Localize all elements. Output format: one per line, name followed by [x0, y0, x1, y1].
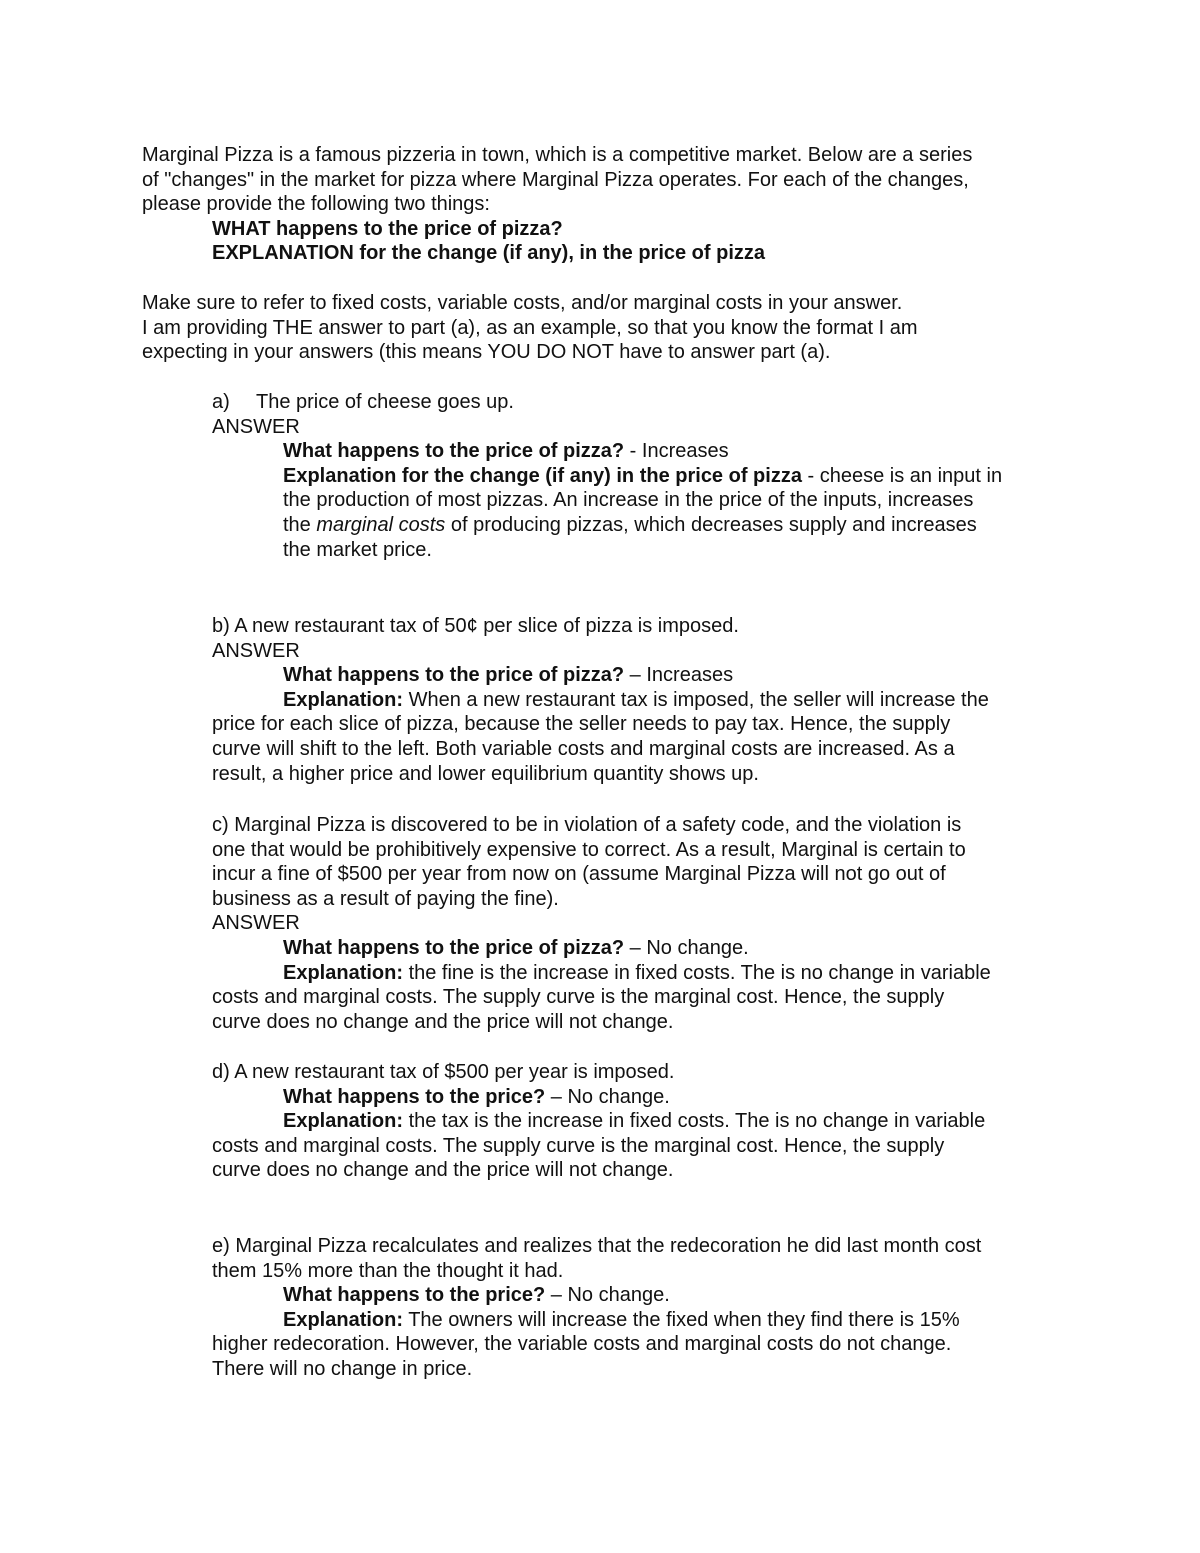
part-c-explanation: Explanation: the fine is the increase in fixed costs. The is no change in variable: [283, 961, 991, 984]
part-e: [142, 1234, 1072, 1382]
part-a: [142, 390, 1072, 562]
intro-line: of "changes" in the market for pizza where Marginal Pizza operates. For each of the changes,: [142, 168, 969, 191]
part-b-question: b) A new restaurant tax of 50¢ per slice of pizza is imposed.: [212, 615, 739, 637]
part-e-what: What happens to the price? – No change.: [283, 1284, 670, 1307]
instruction-line: I am providing THE answer to part (a), as an example, so that you know the format I am: [142, 316, 918, 339]
part-b-explanation-line: result, a higher price and lower equilibrium quantity shows up.: [212, 762, 759, 785]
part-a-answer-label: ANSWER: [212, 415, 300, 438]
part-a-what: What happens to the price of pizza? - Increases: [283, 440, 729, 463]
part-d-explanation: Explanation: the tax is the increase in fixed costs. The is no change in variable: [283, 1110, 986, 1133]
part-d-explanation-line: costs and marginal costs. The supply curve is the marginal cost. Hence, the supply: [212, 1134, 945, 1157]
part-a-explanation: Explanation for the change (if any) in the price of pizza - cheese is an input in: [283, 464, 1003, 487]
part-b-answer-label: ANSWER: [212, 639, 300, 662]
part-c-what: What happens to the price of pizza? – No change.: [283, 936, 749, 959]
part-c-question-line: business as a result of paying the fine).: [212, 887, 559, 910]
part-b-explanation: Explanation: When a new restaurant tax is imposed, the seller will increase the: [283, 688, 989, 711]
part-b: [142, 614, 1072, 786]
part-d-what: What happens to the price? – No change.: [283, 1085, 670, 1108]
instructions-paragraph: [142, 291, 1072, 365]
part-e-explanation-line: There will no change in price.: [212, 1357, 473, 1380]
instruction-line: expecting in your answers (this means YOU DO NOT have to answer part (a).: [142, 341, 831, 364]
intro-paragraph: [142, 143, 1072, 266]
part-d-question: d) A new restaurant tax of $500 per year is imposed.: [212, 1061, 675, 1083]
part-b-explanation-line: price for each slice of pizza, because the seller needs to pay tax. Hence, the supply: [212, 713, 951, 736]
intro-line: please provide the following two things:: [142, 193, 490, 216]
part-a-explanation-line: the market price.: [283, 538, 432, 561]
part-b-what: What happens to the price of pizza? – Increases: [283, 664, 734, 687]
part-d-explanation-line: curve does no change and the price will not change.: [212, 1159, 674, 1182]
instruction-line: Make sure to refer to fixed costs, variable costs, and/or marginal costs in your answer.: [142, 292, 903, 314]
part-c-answer-label: ANSWER: [212, 912, 300, 935]
explanation-heading: EXPLANATION for the change (if any), in the price of pizza: [212, 242, 766, 265]
part-a-explanation-line: the production of most pizzas. An increase in the price of the inputs, increases: [283, 489, 974, 512]
part-c-question-line: incur a fine of $500 per year from now on (assume Marginal Pizza will not go out of: [212, 863, 946, 886]
part-b-explanation-line: curve will shift to the left. Both variable costs and marginal costs are increased. As a: [212, 737, 955, 760]
part-c-question-line: c) Marginal Pizza is discovered to be in violation of a safety code, and the violation is: [212, 814, 962, 836]
part-e-question-line: e) Marginal Pizza recalculates and realizes that the redecoration he did last month cost: [212, 1235, 982, 1257]
part-c-question-line: one that would be prohibitively expensive to correct. As a result, Marginal is certain to: [212, 838, 966, 861]
part-c-explanation-line: curve does no change and the price will not change.: [212, 1010, 674, 1033]
part-e-question-line: them 15% more than the thought it had.: [212, 1259, 564, 1282]
what-heading: WHAT happens to the price of pizza?: [212, 217, 563, 240]
part-e-explanation: Explanation: The owners will increase the fixed when they find there is 15%: [283, 1308, 960, 1331]
part-c-explanation-line: costs and marginal costs. The supply curve is the marginal cost. Hence, the supply: [212, 986, 945, 1009]
part-c: [142, 813, 1072, 1034]
intro-line: Marginal Pizza is a famous pizzeria in town, which is a competitive market. Below are a series: [142, 144, 973, 166]
part-d: [142, 1060, 1072, 1183]
part-a-question: a) The price of cheese goes up.: [212, 391, 514, 413]
part-a-explanation-line: the marginal costs of producing pizzas, which decreases supply and increases: [283, 513, 977, 536]
part-e-explanation-line: higher redecoration. However, the variable costs and marginal costs do not change.: [212, 1333, 952, 1356]
